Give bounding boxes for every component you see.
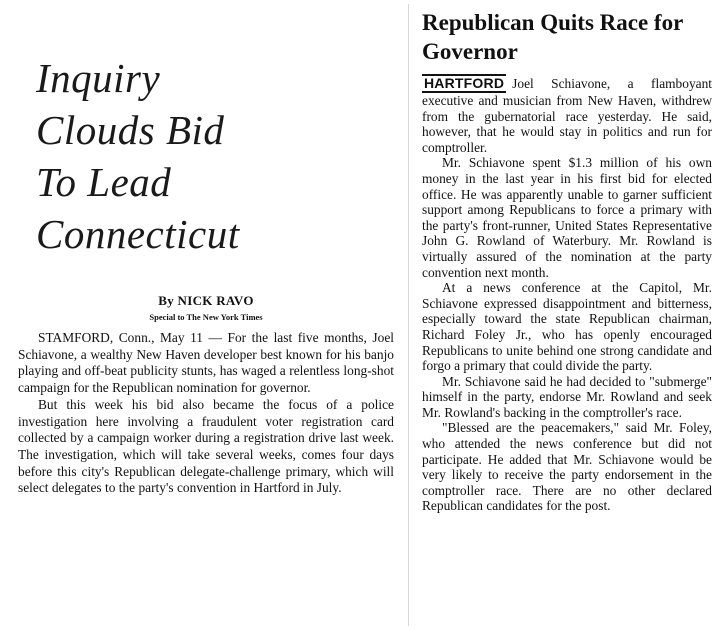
right-article <box>422 0 712 630</box>
article-paragraph: But this week his bid also became the focus of a police investigation here involving a fraudulent voter registration card collected by a campaign worker during a registration drive last week. The investigation, which will take several weeks, comes four days before this city's Republican delegate-challenge primary, which will select delegates to the party's convention in Hartford in July. <box>18 396 394 496</box>
lead-text: Joel Schiavone, a flamboyant executive and musician from New Haven, withdrew from the gubernatorial race yesterday. He said, however, that he would stay in politics and run for comptroller. <box>422 76 712 155</box>
right-headline: Republican Quits Race for Governor <box>422 10 683 64</box>
article-paragraph: At a news conference at the Capitol, Mr. Schiavone expressed disappointment and bitterness, especially toward the state Republican chairman, Richard Foley Jr., who has openly encouraged Republicans to unite behind one strong candidate and forgo a primary that could divide the party. <box>422 280 712 374</box>
left-article <box>18 0 394 630</box>
right-article-body <box>422 74 712 514</box>
article-paragraph: Mr. Schiavone said he had decided to "submerge" himself in the party, endorse Mr. Rowland and seek Mr. Rowland's backing in the comptroller's race. <box>422 373 712 420</box>
left-headline <box>36 52 366 260</box>
headline-line: To Lead <box>36 159 172 205</box>
byline-credit: Special to The New York Times <box>149 312 263 322</box>
article-paragraph: STAMFORD, Conn., May 11 — For the last five months, Joel Schiavone, a wealthy New Haven developer best known for his banjo playing and off-beat publicity stunts, has waged a relentless long-shot campaign for the Republican nomination for governor. <box>18 330 394 396</box>
article-paragraph: Mr. Schiavone spent $1.3 million of his own money in the last year in his first bid for elected office. He was apparently unable to garner sufficient support among Republicans to force a primary with the party's front-runner, United States Representative John G. Rowland of Waterbury. Mr. Rowland is virtually assured of the nomination at the party convention next month. <box>422 155 712 280</box>
article-paragraph-lead <box>422 74 712 155</box>
headline-line: Clouds Bid <box>36 107 225 153</box>
article-paragraph: "Blessed are the peacemakers," said Mr. Foley, who attended the news conference but did not participate. He added that Mr. Schiavone would be very likely to receive the party endorsement in the comptroller race. There are no other declared Republican candidates for the post. <box>422 420 712 514</box>
headline-line: Connecticut <box>36 211 240 257</box>
dateline: HARTFORD <box>424 75 505 91</box>
left-article-body <box>18 330 394 497</box>
headline-line: Inquiry <box>36 55 161 101</box>
column-divider <box>408 4 409 626</box>
byline: By NICK RAVO <box>158 293 254 308</box>
